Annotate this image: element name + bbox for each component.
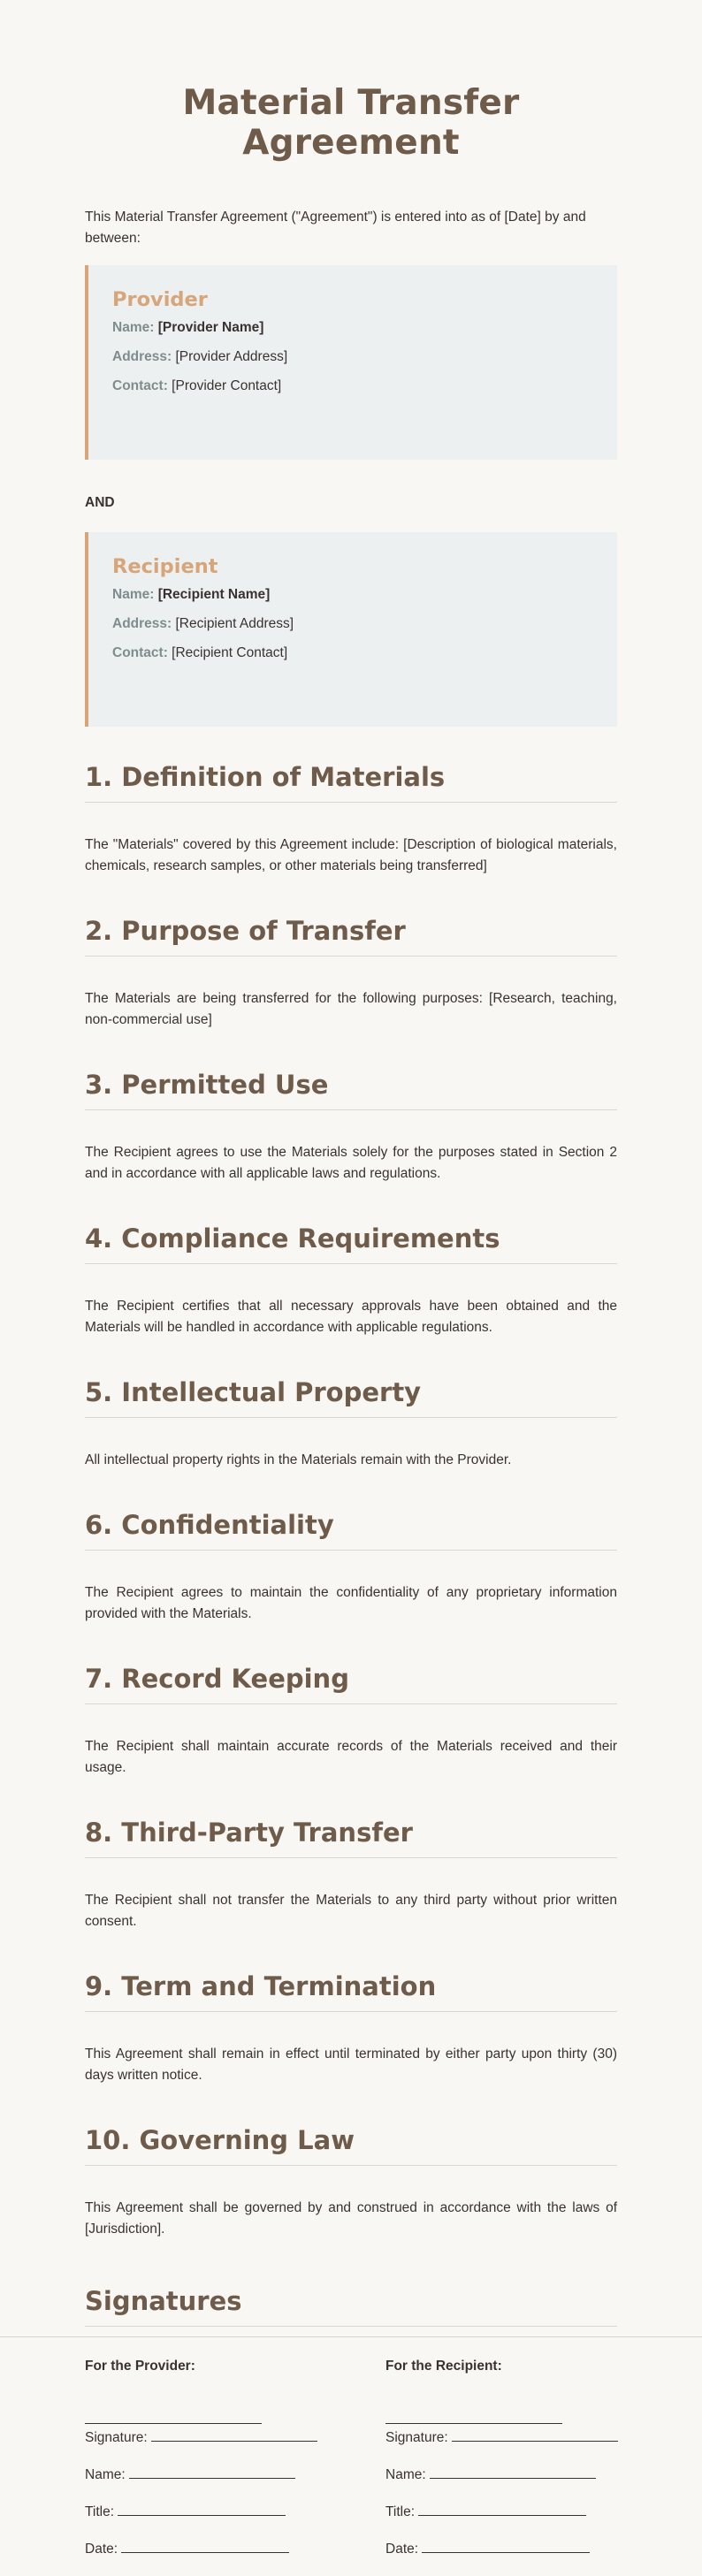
recipient-name-value: [Recipient Name] (157, 587, 271, 602)
name-label: Name: (85, 2467, 126, 2482)
provider-contact-label: Contact: (112, 378, 168, 393)
recipient-name-row (112, 586, 617, 604)
recipient-signature-heading: For the Recipient: (385, 2359, 502, 2374)
section-body: The Recipient agrees to use the Materials solely for the purposes stated in Section 2 and in accordance with all applicable laws and regulations. (85, 1145, 617, 1181)
recipient-name-label: Name: (112, 587, 155, 602)
signatures-title: Signatures (85, 2286, 617, 2327)
section-title: 3. Permitted Use (85, 1070, 617, 1110)
provider-date-field[interactable] (85, 2539, 317, 2558)
page-title: Material Transfer Agreement (182, 83, 520, 163)
signature-blank[interactable] (452, 2427, 618, 2442)
date-label: Date: (385, 2542, 419, 2557)
recipient-name-field[interactable] (385, 2465, 617, 2484)
provider-name-row (112, 319, 617, 337)
recipient-address-row (112, 615, 617, 633)
name-blank[interactable] (430, 2465, 596, 2479)
provider-signature-heading: For the Provider: (85, 2359, 195, 2374)
date-label: Date: (85, 2542, 118, 2557)
section-4 (85, 1223, 617, 1338)
section-body: This Agreement shall remain in effect until terminated by either party upon thirty (30) days written notice. (85, 2046, 617, 2083)
section-title: 7. Record Keeping (85, 1664, 617, 1704)
recipient-address-value: [Recipient Address] (175, 616, 294, 631)
section-8 (85, 1818, 617, 1932)
section-body: The Recipient shall not transfer the Materials to any third party without prior written consent. (85, 1893, 617, 1929)
provider-signature-field[interactable] (85, 2427, 317, 2447)
section-title: 5. Intellectual Property (85, 1377, 617, 1418)
section-title: 8. Third-Party Transfer (85, 1818, 617, 1858)
recipient-address-label: Address: (112, 616, 172, 631)
title-blank[interactable] (418, 2502, 586, 2516)
section-title: 1. Definition of Materials (85, 762, 617, 803)
section-body: The "Materials" covered by this Agreement include: [Description of biological materials, chemicals, research samples, or other materials being transferred] (85, 837, 617, 873)
provider-address-value: [Provider Address] (175, 349, 288, 364)
section-9 (85, 1971, 617, 2086)
recipient-contact-label: Contact: (112, 645, 168, 660)
recipient-signature-block (385, 2359, 617, 2576)
name-blank[interactable] (129, 2465, 295, 2479)
section-title: 9. Term and Termination (85, 1971, 617, 2012)
section-body: The Materials are being transferred for the following purposes: [Research, teaching, non-commercial use] (85, 991, 617, 1027)
title-blank[interactable] (118, 2502, 286, 2516)
recipient-signature-field[interactable] (385, 2427, 617, 2447)
provider-signature-block (85, 2359, 317, 2576)
provider-box (85, 265, 617, 460)
provider-heading: Provider (112, 288, 208, 311)
intro-paragraph: This Material Transfer Agreement ("Agreement") is entered into as of [Date] by and between: (85, 210, 586, 246)
section-title: 6. Confidentiality (85, 1510, 617, 1551)
provider-signature-line[interactable] (85, 2406, 262, 2424)
signature-blank[interactable] (151, 2427, 317, 2442)
signature-label: Signature: (85, 2430, 148, 2445)
provider-name-label: Name: (112, 320, 155, 335)
provider-name-value: [Provider Name] (157, 320, 264, 335)
signatures-section (85, 2286, 617, 2576)
provider-title-field[interactable] (85, 2502, 317, 2521)
section-body: The Recipient certifies that all necessary approvals have been obtained and the Materials will be handled in accordance with applicable regulations. (85, 1299, 617, 1335)
name-label: Name: (385, 2467, 426, 2482)
provider-contact-value: [Provider Contact] (172, 378, 282, 393)
recipient-contact-row (112, 644, 617, 662)
section-title: 4. Compliance Requirements (85, 1223, 617, 1264)
recipient-box (85, 532, 617, 727)
provider-address-row (112, 348, 617, 366)
and-separator: AND (85, 495, 115, 510)
section-title: 10. Governing Law (85, 2125, 617, 2166)
provider-name-field[interactable] (85, 2465, 317, 2484)
signature-label: Signature: (385, 2430, 448, 2445)
recipient-contact-value: [Recipient Contact] (172, 645, 288, 660)
section-title: 2. Purpose of Transfer (85, 916, 617, 956)
section-1 (85, 762, 617, 877)
title-label: Title: (385, 2504, 416, 2519)
signature-grid (85, 2359, 617, 2576)
agreement-document (85, 83, 617, 2576)
section-body: All intellectual property rights in the Materials remain with the Provider. (85, 1452, 512, 1467)
recipient-signature-line[interactable] (385, 2406, 562, 2424)
section-body: The Recipient agrees to maintain the confidentiality of any proprietary information provided with the Materials. (85, 1585, 617, 1621)
provider-address-label: Address: (112, 349, 172, 364)
section-body: This Agreement shall be governed by and construed in accordance with the laws of [Jurisdiction]. (85, 2200, 617, 2237)
section-7 (85, 1664, 617, 1779)
section-body: The Recipient shall maintain accurate records of the Materials received and their usage. (85, 1739, 617, 1775)
title-label: Title: (85, 2504, 115, 2519)
recipient-date-field[interactable] (385, 2539, 617, 2558)
section-3 (85, 1070, 617, 1185)
date-blank[interactable] (422, 2539, 590, 2553)
section-2 (85, 916, 617, 1031)
section-5 (85, 1377, 617, 1471)
provider-contact-row (112, 377, 617, 395)
date-blank[interactable] (121, 2539, 289, 2553)
recipient-heading: Recipient (112, 555, 218, 578)
recipient-title-field[interactable] (385, 2502, 617, 2521)
section-6 (85, 1510, 617, 1625)
section-10 (85, 2125, 617, 2240)
